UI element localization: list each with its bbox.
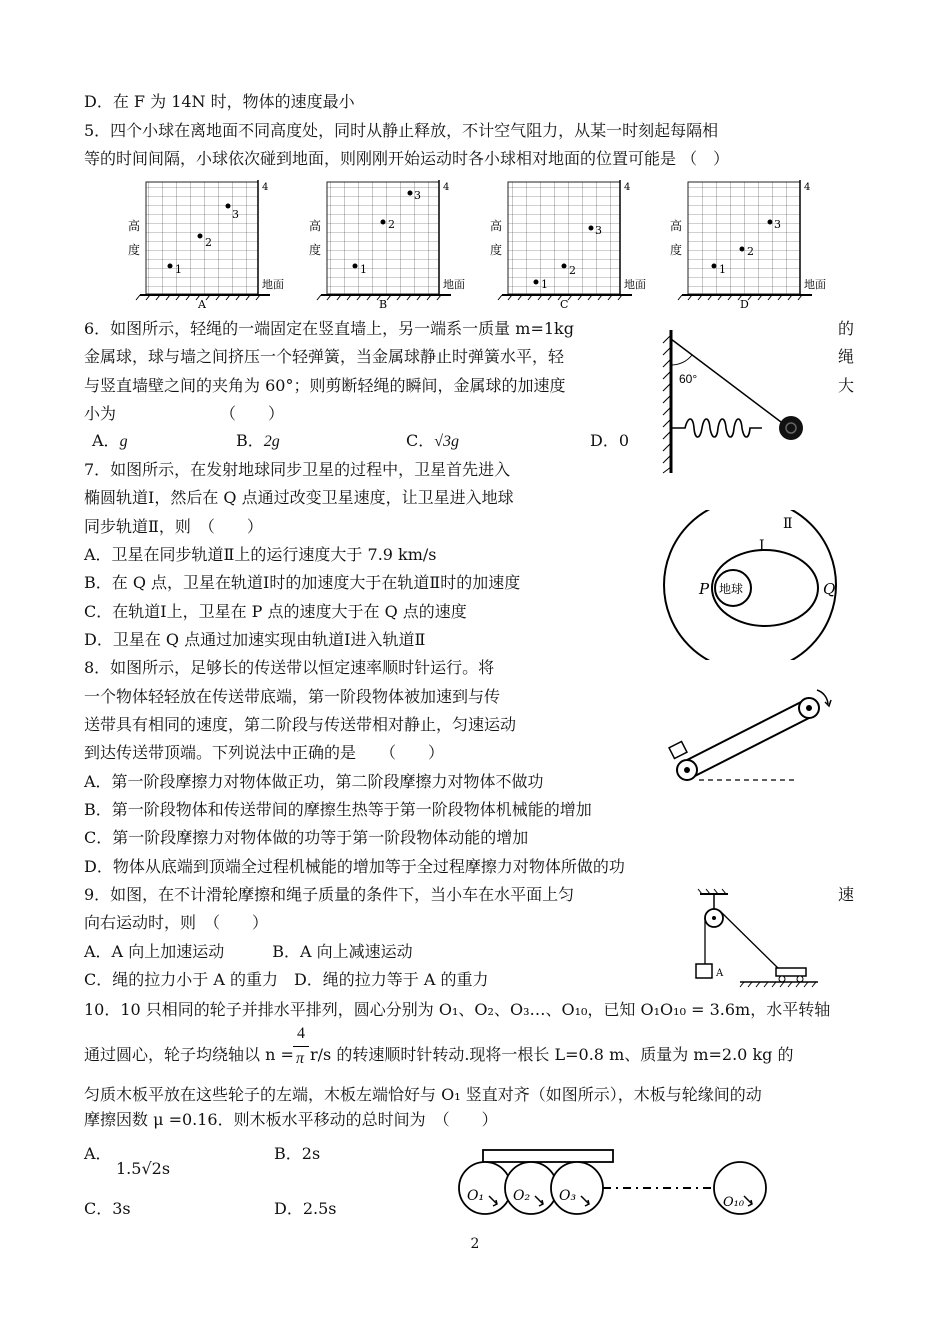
ylabel-2: 度	[128, 243, 141, 257]
cart	[776, 968, 806, 976]
q5-figure	[120, 178, 660, 310]
q8-option-d: D．物体从底端到顶端全过程机械能的增加等于全过程摩擦力对物体所做的功	[84, 857, 625, 876]
ylabel-1: 高	[490, 219, 503, 233]
q10-stem-line1: 10．10 只相同的轮子并排水平排列，圆心分别为 O₁、O₂、O₃…、O₁₀，已知 O₁O₁₀ = 3.6m，水平转轴	[84, 1000, 831, 1019]
ball-label-3: 3	[774, 218, 781, 231]
q9-options-ab: A．A 向上加速运动 B．A 向上减速运动	[84, 942, 413, 961]
axis-top: 4	[804, 182, 811, 193]
axis-top: 4	[443, 182, 450, 193]
q10-option-d: D．2.5s	[274, 1199, 337, 1218]
ylabel-1: 高	[670, 219, 683, 233]
ball-2	[198, 234, 203, 239]
q6-option-d: D．0	[590, 431, 630, 450]
q10-frac-den: π	[296, 1050, 305, 1067]
q9-figure	[680, 888, 820, 988]
ball-label-3: 3	[414, 189, 421, 202]
q6-stem-line2-end: 绳	[838, 347, 855, 366]
panel-label-b: B	[379, 298, 388, 310]
q7-option-a: A．卫星在同步轨道Ⅱ上的运行速度大于 7.9 km/s	[84, 545, 437, 564]
ylabel-2: 度	[670, 243, 683, 257]
q9-stem-line2: 向右运动时，则 （ ）	[84, 913, 269, 932]
angle-label: 60°	[679, 372, 698, 386]
object-block	[669, 741, 687, 758]
q7-stem-line2: 椭圆轨道Ⅰ，然后在 Q 点通过改变卫星速度，让卫星进入地球	[84, 488, 514, 507]
ball-3	[226, 204, 231, 209]
plank	[483, 1150, 613, 1162]
q5-chart-b	[309, 180, 465, 310]
q6-stem-line3-end: 大	[838, 376, 855, 395]
panel-label-d: D	[740, 298, 749, 310]
orbit-1-label: Ⅰ	[759, 538, 765, 554]
block-a	[696, 964, 712, 978]
q5-chart-c	[490, 180, 646, 310]
o1-label: O₁	[467, 1188, 485, 1204]
ylabel-1: 高	[128, 219, 141, 233]
q5-stem-line1: 5．四个小球在离地面不同高度处，同时从静止释放，不计空气阻力，从某一时刻起每隔相	[84, 121, 719, 140]
ball-label-1: 1	[719, 263, 726, 276]
q7-figure	[655, 510, 850, 660]
q8-option-c: C．第一阶段摩擦力对物体做的功等于第一阶段物体动能的增加	[84, 828, 529, 847]
q6-stem-line3: 与竖直墙壁之间的夹角为 60°；则剪断轻绳的瞬间，金属球的加速度	[84, 376, 566, 395]
ylabel-1: 高	[309, 219, 322, 233]
q6-stem-line1-end: 的	[838, 319, 855, 338]
ball-label-2: 2	[205, 236, 212, 249]
ground-label: 地面	[624, 278, 646, 291]
ball-label-2: 2	[747, 245, 754, 258]
o3-label: O₃	[559, 1188, 577, 1204]
q6-option-b: B．2g	[236, 431, 280, 450]
q10-stem-line2-post: r/s 的转速顺时针转动.现将一根长 L=0.8 m、质量为 m=2.0 kg 的	[310, 1045, 794, 1064]
spring	[671, 419, 762, 437]
q9-options-cd: C．绳的拉力小于 A 的重力 D．绳的拉力等于 A 的重力	[84, 970, 489, 989]
ground-label: 地面	[443, 278, 465, 291]
q9-stem-line1: 9．如图，在不计滑轮摩擦和绳子质量的条件下，当小车在水平面上匀	[84, 885, 575, 904]
ball-label-1: 1	[175, 263, 182, 276]
q10-frac-num: 4	[297, 1025, 305, 1042]
point-p: P	[699, 580, 710, 598]
orbit-2-label: Ⅱ	[783, 516, 793, 532]
ground-label: 地面	[804, 278, 826, 291]
q8-figure	[665, 680, 845, 790]
q8-stem-line2: 一个物体轻轻放在传送带底端，第一阶段物体被加速到与传	[84, 687, 501, 706]
ball-1	[168, 264, 173, 269]
metal-ball	[779, 416, 803, 440]
q10-option-c: C．3s	[84, 1199, 131, 1218]
ball-label-3: 3	[595, 224, 602, 237]
q7-stem-line3: 同步轨道Ⅱ，则 （ ）	[84, 517, 263, 536]
ylabel-2: 度	[309, 243, 322, 257]
q6-option-a: A．g	[92, 431, 128, 450]
q10-frac-bar	[293, 1046, 309, 1047]
q4-option-d: D．在 F 为 14N 时，物体的速度最小	[84, 92, 355, 111]
q6-stem-line1: 6．如图所示，轻绳的一端固定在竖直墙上，另一端系一质量 m=1kg	[84, 319, 574, 338]
ball-label-1: 1	[541, 278, 548, 291]
q10-stem-line2-pre: 通过圆心，轮子均绕轴以 n =	[84, 1045, 294, 1064]
q6-option-c: C．√3g	[406, 431, 460, 450]
ylabel-2: 度	[490, 243, 503, 257]
q8-option-b: B．第一阶段物体和传送带间的摩擦生热等于第一阶段物体机械能的增加	[84, 800, 592, 819]
q5-chart-a	[128, 180, 284, 310]
q6-stem-line4: 小为 （ ）	[84, 404, 285, 423]
q7-option-d: D．卫星在 Q 点通过加速实现由轨道Ⅰ进入轨道Ⅱ	[84, 630, 426, 649]
o10-label: O₁₀	[723, 1195, 745, 1210]
ball-label-2: 2	[569, 264, 576, 277]
q5-stem-line2: 等的时间间隔，小球依次碰到地面，则刚刚开始运动时各小球相对地面的位置可能是 （ ）	[84, 149, 730, 168]
q8-option-a: A．第一阶段摩擦力对物体做正功，第二阶段摩擦力对物体不做功	[84, 772, 544, 791]
q10-stem-line4: 摩擦因数 μ =0.16．则木板水平移动的总时间为 （ ）	[84, 1110, 498, 1129]
q7-option-b: B．在 Q 点，卫星在轨道Ⅰ时的加速度大于在轨道Ⅱ时的加速度	[84, 573, 521, 592]
q6-figure	[655, 325, 820, 475]
q10-option-a: A．	[84, 1144, 112, 1163]
q6-stem-line2: 金属球，球与墙之间挤压一个轻弹簧，当金属球静止时弹簧水平，轻	[84, 347, 565, 366]
q7-option-c: C．在轨道Ⅰ上，卫星在 P 点的速度大于在 Q 点的速度	[84, 602, 467, 621]
q10-option-a-value: 1.5√2s	[116, 1159, 171, 1178]
q5-figure-d	[660, 178, 840, 310]
panel-label-a: A	[198, 298, 206, 310]
q10-figure	[455, 1140, 775, 1230]
earth-label: 地球	[719, 582, 744, 596]
axis-top: 4	[262, 182, 269, 193]
ball-label-1: 1	[360, 263, 367, 276]
o2-label: O₂	[513, 1188, 531, 1204]
q9-stem-line1-end: 速	[838, 885, 855, 904]
panel-label-c: C	[560, 298, 569, 310]
q8-stem-line1: 8．如图所示，足够长的传送带以恒定速率顺时针运行。将	[84, 658, 495, 677]
q10-option-b: B．2s	[274, 1144, 321, 1163]
q8-stem-line3: 送带具有相同的速度，第二阶段与传送带相对静止，匀速运动	[84, 715, 517, 734]
page-number: 2	[470, 1236, 480, 1252]
ball-label-3: 3	[232, 208, 239, 221]
q7-stem-line1: 7．如图所示，在发射地球同步卫星的过程中，卫星首先进入	[84, 460, 511, 479]
ball-label-2: 2	[388, 218, 395, 231]
point-q: Q	[823, 580, 836, 598]
q10-stem-line3: 匀质木板平放在这些轮子的左端，木板左端恰好与 O₁ 竖直对齐（如图所示），木板与轮缘间的动	[84, 1085, 762, 1104]
q8-stem-line4: 到达传送带顶端。下列说法中正确的是 （ ）	[84, 743, 445, 762]
ground-label: 地面	[262, 278, 284, 291]
block-a-label: A	[716, 968, 724, 979]
axis-top: 4	[624, 182, 631, 193]
